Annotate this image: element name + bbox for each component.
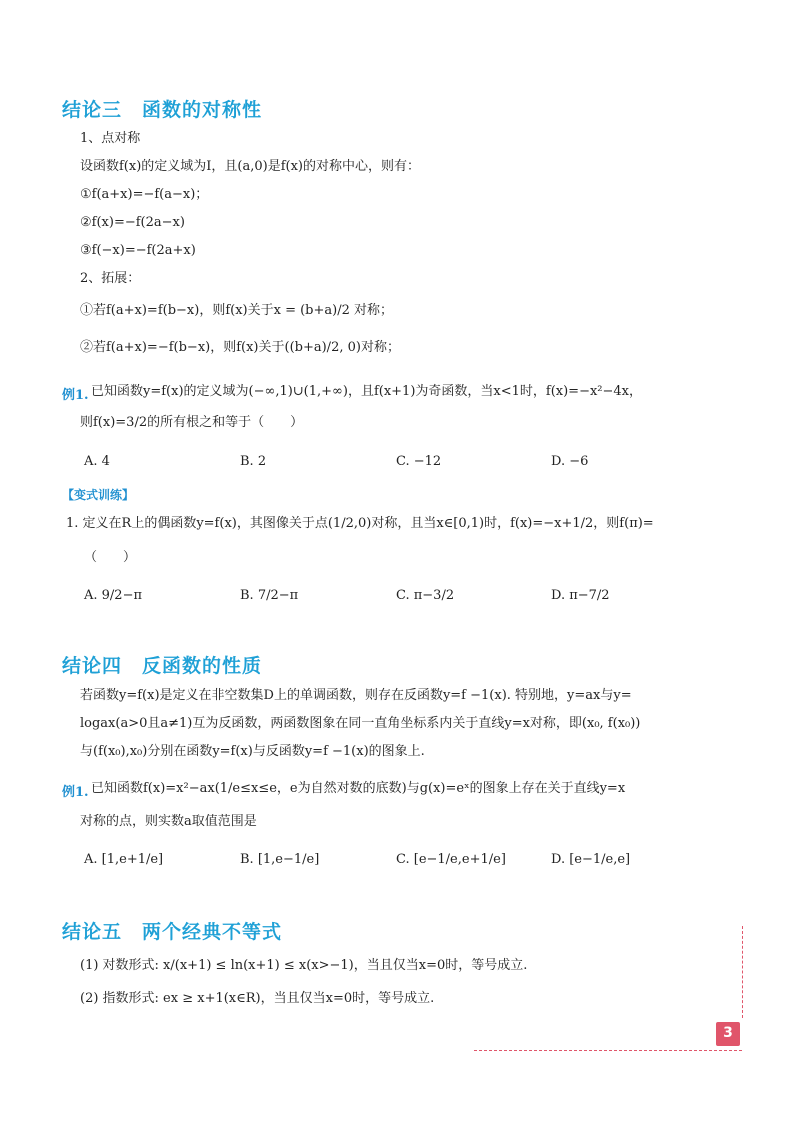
example3-option-b: B. 2 bbox=[240, 454, 267, 469]
page-number: 3 bbox=[716, 1022, 740, 1046]
example3-option-a: A. 4 bbox=[84, 454, 110, 469]
section3-heading: 结论三 函数的对称性 bbox=[62, 99, 263, 121]
section3-item1: ①f(a+x)=−f(a−x)； bbox=[80, 187, 209, 202]
section3-item2: ②f(x)=−f(2a−x) bbox=[80, 215, 185, 230]
variant-option-b: B. 7/2−π bbox=[240, 588, 299, 603]
section5-heading: 结论五 两个经典不等式 bbox=[62, 921, 283, 943]
section4-heading: 结论四 反函数的性质 bbox=[62, 655, 263, 677]
example4-option-c: C. [e−1/e,e+1/e] bbox=[396, 852, 506, 867]
section4-line2: logax(a>0且a≠1)互为反函数，两函数图象在同一直角坐标系内关于直线y=x对称，即(x₀, f(x₀)) bbox=[80, 716, 641, 731]
section3-ext1: ①若f(a+x)=f(b−x)，则f(x)关于x = (b+a)/2 对称； bbox=[80, 303, 393, 318]
section3-ext2: ②若f(a+x)=−f(b−x)，则f(x)关于((b+a)/2, 0)对称； bbox=[80, 340, 400, 355]
section3-sub1: 1、点对称 bbox=[80, 131, 141, 146]
variant-line1: 1. 定义在R上的偶函数y=f(x)，其图像关于点(1/2,0)对称，且当x∈[0,1)时，f(x)=−x+1/2，则f(π)= bbox=[66, 516, 654, 531]
section5-line1: (1) 对数形式: x/(x+1) ≤ ln(x+1) ≤ x(x>−1)，当且仅当x=0时，等号成立. bbox=[80, 958, 528, 973]
example4-option-d: D. [e−1/e,e] bbox=[551, 852, 631, 867]
example4-label: 例1. bbox=[62, 785, 89, 800]
example4-option-a: A. [1,e+1/e] bbox=[84, 852, 164, 867]
variant-tag: 【变式训练】 bbox=[62, 488, 135, 502]
example3-line2: 则f(x)=3/2的所有根之和等于（ ） bbox=[80, 415, 304, 430]
example4-option-b: B. [1,e−1/e] bbox=[240, 852, 320, 867]
example4-line2: 对称的点，则实数a取值范围是 bbox=[80, 814, 257, 829]
variant-option-a: A. 9/2−π bbox=[84, 588, 143, 603]
example3-line1: 已知函数y=f(x)的定义域为(−∞,1)∪(1,+∞)，且f(x+1)为奇函数，当x<1时，f(x)=−x²−4x， bbox=[91, 384, 643, 399]
section5-line2: (2) 指数形式: ex ≥ x+1(x∈R)，当且仅当x=0时，等号成立. bbox=[80, 991, 435, 1006]
variant-option-d: D. π−7/2 bbox=[551, 588, 610, 603]
page-border-bottom bbox=[474, 1050, 742, 1051]
section3-item3: ③f(−x)=−f(2a+x) bbox=[80, 243, 196, 258]
variant-line2: （ ） bbox=[84, 550, 137, 565]
example4-line1: 已知函数f(x)=x²−ax(1/e≤x≤e，e为自然对数的底数)与g(x)=eˣ的图象上存在关于直线y=x bbox=[91, 781, 626, 796]
section3-intro: 设函数f(x)的定义域为I，且(a,0)是f(x)的对称中心，则有： bbox=[80, 159, 421, 174]
variant-option-c: C. π−3/2 bbox=[396, 588, 455, 603]
example3-option-c: C. −12 bbox=[396, 454, 442, 469]
section4-line3: 与(f(x₀),x₀)分别在函数y=f(x)与反函数y=f −1(x)的图象上. bbox=[80, 744, 425, 759]
section4-line1: 若函数y=f(x)是定义在非空数集D上的单调函数，则存在反函数y=f −1(x). 特别地，y=ax与y= bbox=[80, 688, 632, 703]
example3-option-d: D. −6 bbox=[551, 454, 589, 469]
example3-label: 例1. bbox=[62, 388, 89, 403]
page-border-right bbox=[742, 926, 743, 1018]
section3-sub2: 2、拓展： bbox=[80, 271, 141, 286]
